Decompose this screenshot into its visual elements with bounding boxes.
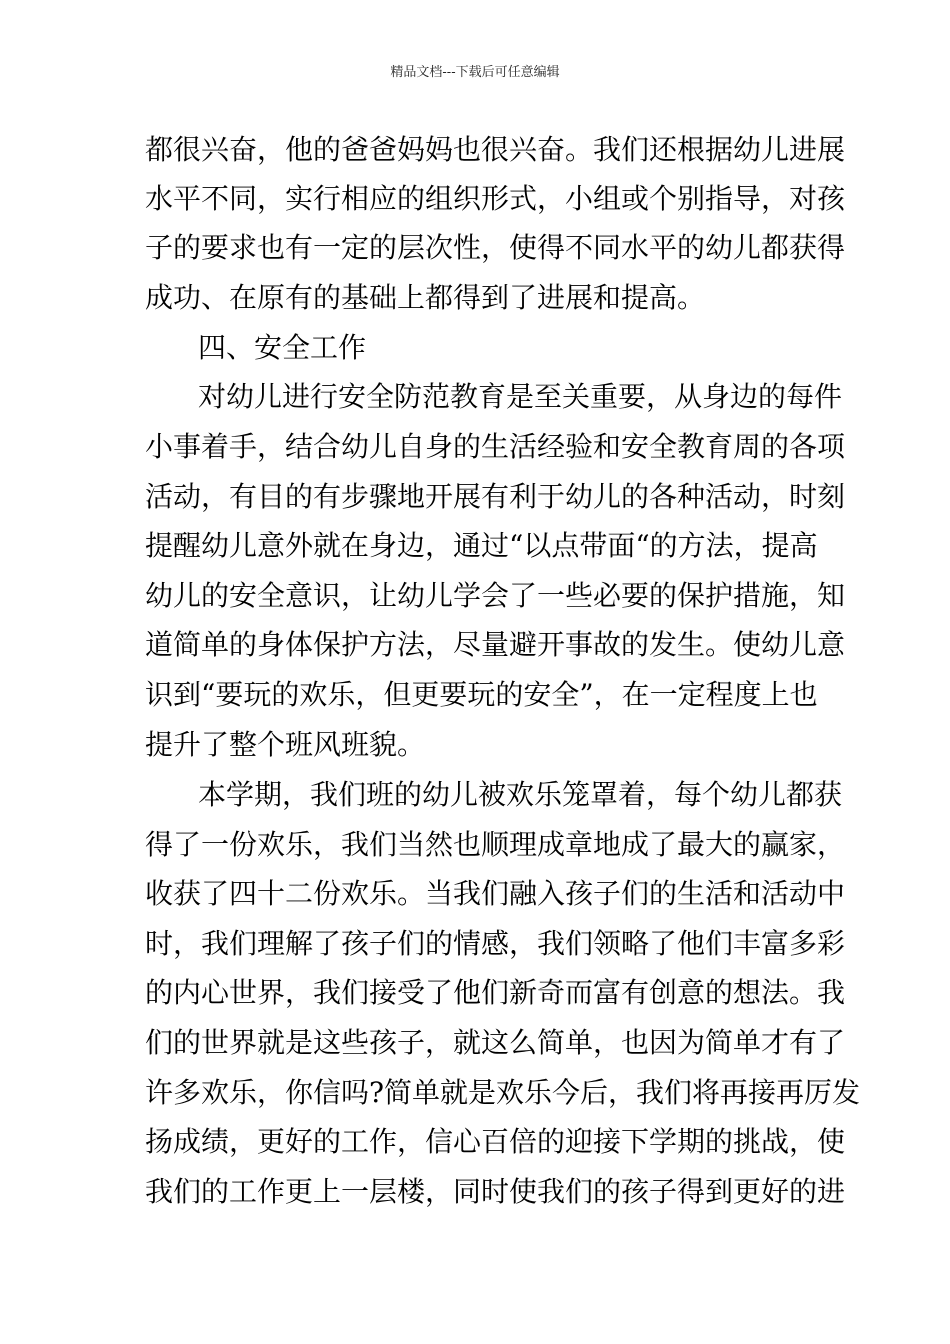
page-header: 精品文档---下载后可任意编辑 bbox=[390, 65, 560, 80]
text-line: 子的要求也有一定的层次性，使得不同水平的幼儿都获得 bbox=[145, 231, 846, 264]
text-line: 时，我们理解了孩子们的情感，我们领略了他们丰富多彩 bbox=[145, 927, 846, 960]
text-line: 得了一份欢乐，我们当然也顺理成章地成了最大的赢家， bbox=[145, 828, 846, 861]
text-line: 收获了四十二份欢乐。当我们融入孩子们的生活和活动中 bbox=[145, 877, 846, 910]
text-line: 幼儿的安全意识，让幼儿学会了一些必要的保护措施，知 bbox=[145, 579, 846, 612]
text-line: 们的世界就是这些孩子，就这么简单，也因为简单才有了 bbox=[145, 1026, 846, 1059]
text-line: 扬成绩，更好的工作，信心百倍的迎接下学期的挑战，使 bbox=[145, 1125, 846, 1158]
section-heading: 四、安全工作 bbox=[198, 331, 367, 364]
text-line: 水平不同，实行相应的组织形式，小组或个别指导，对孩 bbox=[145, 182, 846, 215]
text-line: 提醒幼儿意外就在身边，通过“以点带面“的方法，提高 bbox=[145, 529, 818, 562]
text-line: 都很兴奋，他的爸爸妈妈也很兴奋。我们还根据幼儿进展 bbox=[145, 133, 846, 166]
text-line: 道简单的身体保护方法，尽量避开事故的发生。使幼儿意 bbox=[145, 628, 846, 661]
text-line: 提升了整个班风班貌。 bbox=[145, 728, 426, 761]
text-line: 成功、在原有的基础上都得到了进展和提高。 bbox=[145, 281, 706, 314]
text-line: 我们的工作更上一层楼，同时使我们的孩子得到更好的进 bbox=[145, 1175, 846, 1208]
text-line: 活动，有目的有步骤地开展有利于幼儿的各种活动，时刻 bbox=[145, 480, 846, 513]
text-line: 本学期，我们班的幼儿被欢乐笼罩着，每个幼儿都获 bbox=[198, 778, 843, 811]
text-line: 识到“要玩的欢乐，但更要玩的安全”，在一定程度上也 bbox=[145, 678, 818, 711]
text-line: 的内心世界，我们接受了他们新奇而富有创意的想法。我 bbox=[145, 976, 846, 1009]
text-line: 小事着手，结合幼儿自身的生活经验和安全教育周的各项 bbox=[145, 430, 846, 463]
text-line: 许多欢乐，你信吗?简单就是欢乐今后，我们将再接再厉发 bbox=[145, 1076, 861, 1109]
text-line: 对幼儿进行安全防范教育是至关重要，从身边的每件 bbox=[198, 380, 843, 413]
